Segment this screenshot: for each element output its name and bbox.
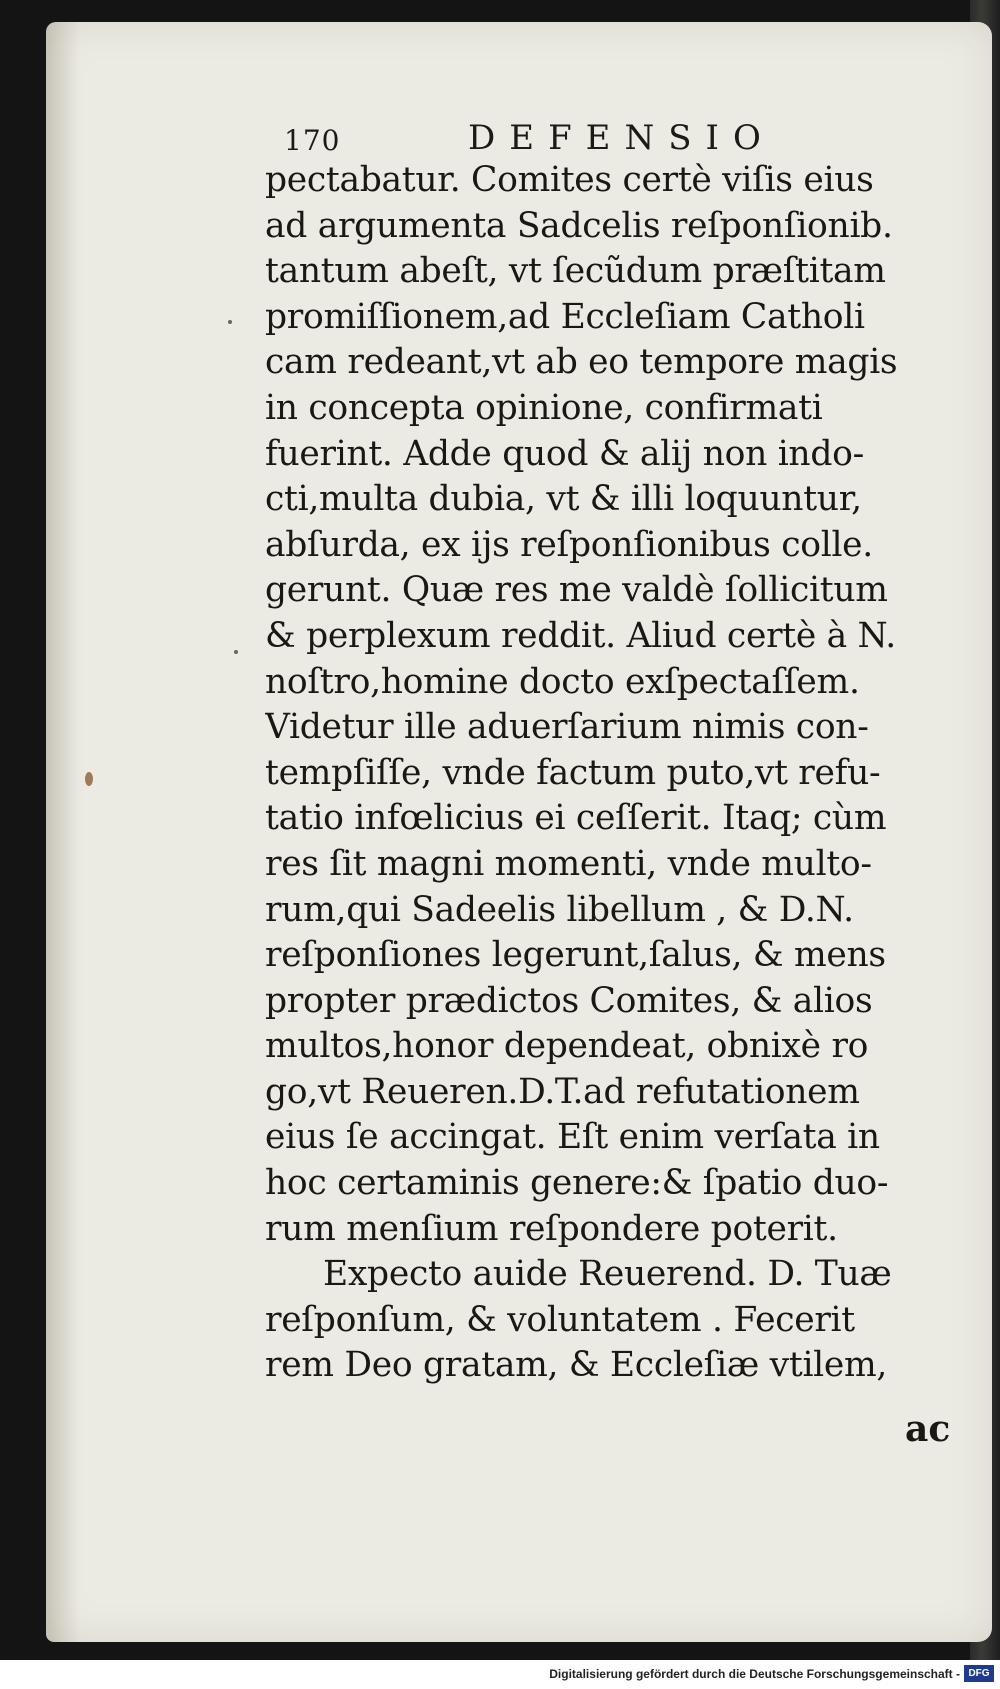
text-line: promiſſionem,ad Eccleſiam Catholi <box>265 296 865 337</box>
text-line: tempſiſſe, vnde factum puto,vt refu- <box>265 752 881 793</box>
text-line: tatio infœlicius ei ceſſerit. Itaq; cùm <box>265 798 887 839</box>
text-line: cam redeant,vt ab eo tempore magis <box>265 342 898 383</box>
text-line: Videtur ille aduerſarium nimis con- <box>265 707 869 748</box>
running-head: DEFENSIO <box>468 118 775 158</box>
text-line: pectabatur. Comites certè viſis eius <box>265 160 874 200</box>
paper-speck <box>228 320 232 324</box>
text-line: abſurda, ex ijs reſponſionibus colle. <box>265 524 873 565</box>
text-line: rem Deo gratam, & Eccleſiæ vtilem, <box>265 1345 888 1386</box>
text-line: gerunt. Quæ res me valdè ſollicitum <box>265 570 888 611</box>
funding-credit: Digitalisierung gefördert durch die Deutsche Forschungsgemeinschaft - <box>549 1667 960 1681</box>
page-number: 170 <box>284 124 341 157</box>
body-text <box>265 158 945 1389</box>
footer-bar <box>0 1660 1000 1689</box>
text-line: rum,qui Sadeelis libellum , & D.N. <box>265 889 854 930</box>
dfg-logo: DFG <box>964 1665 994 1682</box>
page-header <box>0 112 1000 162</box>
text-line: reſponſiones legerunt,ſalus, & mens <box>265 935 886 976</box>
text-line: eius ſe accingat. Eſt enim verſata in <box>265 1117 880 1158</box>
text-line: res ſit magni momenti, vnde multo- <box>265 843 872 884</box>
text-line: & perplexum reddit. Aliud certè à N. <box>265 615 896 656</box>
paper-stain <box>85 772 93 786</box>
paper-speck <box>234 650 238 654</box>
text-line-paragraph-start: Expecto auide Reuerend. D. Tuæ <box>323 1254 892 1295</box>
text-line: hoc certaminis genere:& ſpatio duo- <box>265 1163 889 1204</box>
catchword: ac <box>905 1408 951 1450</box>
text-line: tantum abeſt, vt ſecũdum præſtitam <box>265 251 886 292</box>
text-line: rum menſium reſpondere poterit. <box>265 1208 838 1249</box>
gutter-shadow <box>46 22 80 1642</box>
text-line: go,vt Reueren.D.T.ad refutationem <box>265 1071 860 1112</box>
text-line: in concepta opinione, confirmati <box>265 387 823 428</box>
text-line: reſponſum, & voluntatem . Fecerit <box>265 1299 855 1340</box>
text-line: noſtro,homine docto exſpectaſſem. <box>265 661 860 702</box>
text-line: cti,multa dubia, vt & illi loquuntur, <box>265 479 862 520</box>
text-line: propter prædictos Comites, & alios <box>265 980 873 1021</box>
text-line: ad argumenta Sadcelis reſponſionib. <box>265 205 893 246</box>
text-line: multos,honor dependeat, obnixè ro <box>265 1026 869 1067</box>
text-line: fuerint. Adde quod & alij non indo- <box>265 433 864 474</box>
